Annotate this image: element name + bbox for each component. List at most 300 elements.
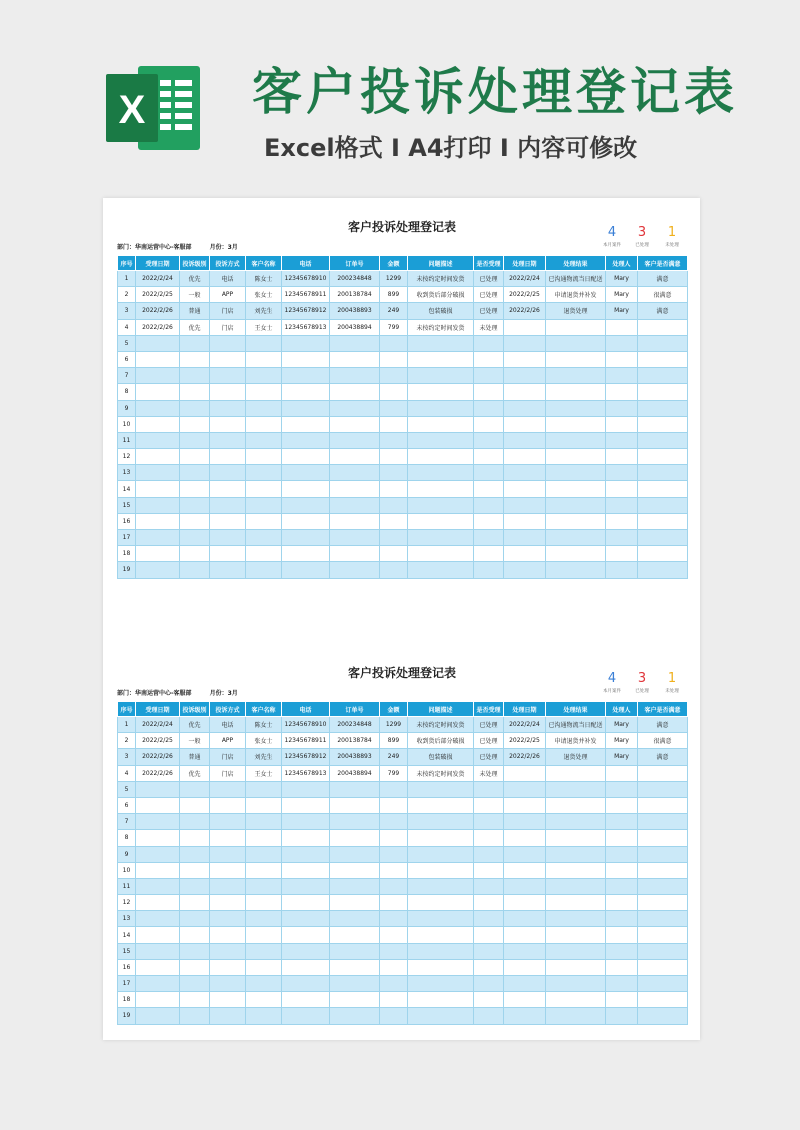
- table-cell: [136, 814, 180, 830]
- table-cell: [246, 862, 282, 878]
- table-row: [118, 271, 688, 287]
- table-cell: 2022/2/26: [504, 749, 546, 765]
- table-cell: [504, 830, 546, 846]
- table-cell: [638, 368, 688, 384]
- table-cell: 申请退货并补发: [546, 287, 606, 303]
- table-cell: [606, 416, 638, 432]
- table-cell: 2022/2/24: [136, 717, 180, 733]
- table-cell: [210, 862, 246, 878]
- table-cell: [474, 546, 504, 562]
- banner-subtitle: Excel格式 I A4打印 I 内容可修改: [264, 134, 638, 162]
- table-cell: [638, 513, 688, 529]
- table-cell: 4: [118, 765, 136, 781]
- table-cell: [546, 959, 606, 975]
- table-cell: 1299: [380, 717, 408, 733]
- table-cell: [246, 546, 282, 562]
- table-cell: [180, 846, 210, 862]
- column-header-customer: 客户名称: [246, 702, 282, 717]
- table-cell: [246, 368, 282, 384]
- table-cell: [210, 992, 246, 1008]
- table-cell: [504, 895, 546, 911]
- table-cell: [504, 416, 546, 432]
- table-cell: [408, 368, 474, 384]
- complaint-table: [117, 255, 688, 579]
- table-cell: [546, 465, 606, 481]
- table-cell: [546, 846, 606, 862]
- table-cell: 包装破损: [408, 303, 474, 319]
- table-row: [118, 303, 688, 319]
- table-cell: [330, 862, 380, 878]
- table-cell: [408, 449, 474, 465]
- table-cell: [330, 895, 380, 911]
- table-row: [118, 911, 688, 927]
- complaint-table: [117, 701, 688, 1025]
- table-cell: 12345678911: [282, 733, 330, 749]
- table-cell: 已处理: [474, 733, 504, 749]
- table-cell: [546, 797, 606, 813]
- table-cell: 陈女士: [246, 717, 282, 733]
- table-cell: [638, 335, 688, 351]
- table-cell: [330, 400, 380, 416]
- table-cell: [408, 814, 474, 830]
- column-header-accept-date: 受理日期: [136, 256, 180, 271]
- table-cell: [638, 465, 688, 481]
- table-cell: 门店: [210, 749, 246, 765]
- table-row: [118, 814, 688, 830]
- table-cell: [504, 368, 546, 384]
- table-cell: [136, 432, 180, 448]
- table-row: [118, 416, 688, 432]
- table-cell: 6: [118, 797, 136, 813]
- table-cell: [606, 895, 638, 911]
- table-cell: [380, 878, 408, 894]
- table-cell: [330, 927, 380, 943]
- table-cell: [504, 911, 546, 927]
- table-cell: [282, 846, 330, 862]
- table-cell: 电话: [210, 271, 246, 287]
- table-cell: [210, 976, 246, 992]
- table-cell: [210, 797, 246, 813]
- column-header-handler: 处理人: [606, 702, 638, 717]
- table-cell: [638, 400, 688, 416]
- table-cell: [136, 959, 180, 975]
- table-cell: [180, 814, 210, 830]
- table-cell: [638, 481, 688, 497]
- table-cell: [504, 1008, 546, 1024]
- table-cell: [282, 830, 330, 846]
- table-cell: 12345678913: [282, 765, 330, 781]
- stat-total-label: 本月案件: [603, 689, 621, 694]
- table-cell: [180, 400, 210, 416]
- stat-processed-label: 已处理: [635, 243, 649, 248]
- table-cell: 张女士: [246, 287, 282, 303]
- table-cell: 11: [118, 878, 136, 894]
- table-cell: 12: [118, 449, 136, 465]
- table-cell: [638, 878, 688, 894]
- table-cell: 未按约定时间发货: [408, 319, 474, 335]
- stat-processed-value: 3: [637, 225, 647, 240]
- column-header-method: 投诉方式: [210, 256, 246, 271]
- table-cell: [546, 449, 606, 465]
- table-cell: [136, 465, 180, 481]
- table-cell: [282, 1008, 330, 1024]
- table-cell: [606, 781, 638, 797]
- table-cell: 11: [118, 432, 136, 448]
- table-cell: [330, 368, 380, 384]
- stat-processed: [627, 224, 657, 250]
- table-cell: 张女士: [246, 733, 282, 749]
- table-cell: 未处理: [474, 765, 504, 781]
- table-cell: [546, 400, 606, 416]
- table-cell: [546, 1008, 606, 1024]
- table-row: [118, 733, 688, 749]
- stat-total: [597, 224, 627, 250]
- table-row: [118, 513, 688, 529]
- table-cell: [210, 1008, 246, 1024]
- table-cell: 刘先生: [246, 749, 282, 765]
- table-cell: [210, 814, 246, 830]
- table-cell: 已处理: [474, 271, 504, 287]
- table-cell: [136, 895, 180, 911]
- table-cell: 200138784: [330, 287, 380, 303]
- table-cell: [246, 830, 282, 846]
- table-cell: 899: [380, 733, 408, 749]
- column-header-result: 处理结果: [546, 702, 606, 717]
- table-cell: [380, 781, 408, 797]
- table-cell: [474, 432, 504, 448]
- table-cell: [246, 814, 282, 830]
- table-cell: [180, 368, 210, 384]
- table-cell: [210, 959, 246, 975]
- table-cell: [408, 797, 474, 813]
- table-cell: [330, 1008, 380, 1024]
- table-cell: [210, 927, 246, 943]
- table-cell: [282, 481, 330, 497]
- table-cell: [180, 943, 210, 959]
- table-cell: [408, 497, 474, 513]
- table-cell: [180, 335, 210, 351]
- table-cell: 2022/2/26: [136, 749, 180, 765]
- table-cell: [638, 976, 688, 992]
- table-cell: [380, 416, 408, 432]
- table-cell: [380, 546, 408, 562]
- table-cell: 2022/2/26: [136, 319, 180, 335]
- stat-total-value: 4: [607, 225, 617, 240]
- table-cell: [380, 992, 408, 1008]
- table-cell: [210, 878, 246, 894]
- table-cell: [282, 416, 330, 432]
- table-cell: 优先: [180, 271, 210, 287]
- table-cell: [282, 513, 330, 529]
- table-cell: [408, 400, 474, 416]
- table-cell: [210, 481, 246, 497]
- table-cell: 2022/2/25: [504, 287, 546, 303]
- table-cell: [408, 943, 474, 959]
- table-row: [118, 797, 688, 813]
- table-cell: [638, 1008, 688, 1024]
- table-cell: [282, 400, 330, 416]
- table-cell: [638, 814, 688, 830]
- table-cell: [380, 927, 408, 943]
- table-cell: [474, 400, 504, 416]
- table-cell: [136, 384, 180, 400]
- table-cell: [408, 384, 474, 400]
- table-cell: [282, 992, 330, 1008]
- column-header-accepted: 是否受理: [474, 256, 504, 271]
- table-cell: [638, 846, 688, 862]
- table-cell: [330, 432, 380, 448]
- table-cell: [474, 895, 504, 911]
- table-cell: [638, 781, 688, 797]
- table-cell: [380, 497, 408, 513]
- table-cell: [638, 562, 688, 578]
- table-cell: 17: [118, 530, 136, 546]
- table-cell: 包装破损: [408, 749, 474, 765]
- table-cell: 已沟通物流当日配送: [546, 271, 606, 287]
- table-cell: 4: [118, 319, 136, 335]
- month-label: 月份：3月: [209, 690, 238, 697]
- table-cell: [246, 449, 282, 465]
- table-cell: [136, 368, 180, 384]
- table-cell: [246, 927, 282, 943]
- table-cell: [136, 416, 180, 432]
- table-row: [118, 465, 688, 481]
- table-cell: [210, 530, 246, 546]
- table-cell: [330, 911, 380, 927]
- table-cell: [546, 562, 606, 578]
- table-cell: [638, 546, 688, 562]
- table-cell: [546, 943, 606, 959]
- table-cell: [546, 992, 606, 1008]
- table-row: [118, 992, 688, 1008]
- table-cell: 13: [118, 465, 136, 481]
- table-cell: [210, 562, 246, 578]
- table-cell: [282, 895, 330, 911]
- table-cell: [330, 449, 380, 465]
- table-cell: [504, 765, 546, 781]
- table-cell: [180, 927, 210, 943]
- table-cell: [606, 959, 638, 975]
- table-cell: 2022/2/25: [504, 733, 546, 749]
- table-cell: [282, 562, 330, 578]
- stat-processed-label: 已处理: [635, 689, 649, 694]
- table-cell: [606, 432, 638, 448]
- table-cell: [638, 797, 688, 813]
- table-cell: [504, 335, 546, 351]
- table-row: [118, 368, 688, 384]
- table-cell: [210, 416, 246, 432]
- table-cell: [210, 335, 246, 351]
- table-cell: [638, 895, 688, 911]
- table-cell: 16: [118, 513, 136, 529]
- table-cell: 19: [118, 562, 136, 578]
- column-header-seq: 序号: [118, 256, 136, 271]
- table-cell: 7: [118, 814, 136, 830]
- table-cell: [136, 562, 180, 578]
- department-label: 部门：华南运营中心-客服部: [117, 690, 192, 697]
- table-cell: [408, 911, 474, 927]
- table-cell: 15: [118, 497, 136, 513]
- table-cell: [474, 465, 504, 481]
- table-cell: [180, 530, 210, 546]
- table-cell: [180, 497, 210, 513]
- table-cell: [282, 546, 330, 562]
- column-header-handler: 处理人: [606, 256, 638, 271]
- table-cell: [474, 384, 504, 400]
- table-cell: [474, 416, 504, 432]
- table-cell: [136, 449, 180, 465]
- table-cell: [408, 416, 474, 432]
- table-cell: [474, 992, 504, 1008]
- table-cell: [474, 530, 504, 546]
- table-cell: 3: [118, 749, 136, 765]
- table-cell: 12345678912: [282, 749, 330, 765]
- table-cell: 收到货后部分破损: [408, 287, 474, 303]
- table-cell: [638, 497, 688, 513]
- column-header-customer: 客户名称: [246, 256, 282, 271]
- table-cell: [282, 432, 330, 448]
- table-row: [118, 830, 688, 846]
- table-cell: 满意: [638, 749, 688, 765]
- table-row: [118, 846, 688, 862]
- table-row: [118, 943, 688, 959]
- table-cell: 2022/2/26: [136, 303, 180, 319]
- table-cell: [504, 878, 546, 894]
- sheet-meta: [117, 688, 254, 697]
- table-cell: [408, 959, 474, 975]
- table-cell: [504, 927, 546, 943]
- table-cell: [180, 513, 210, 529]
- table-cell: 1: [118, 271, 136, 287]
- table-cell: [546, 927, 606, 943]
- table-row: [118, 449, 688, 465]
- table-cell: [136, 878, 180, 894]
- table-cell: [638, 432, 688, 448]
- table-cell: 2: [118, 733, 136, 749]
- table-cell: [546, 814, 606, 830]
- table-cell: [546, 895, 606, 911]
- table-cell: [408, 530, 474, 546]
- table-cell: [408, 335, 474, 351]
- table-cell: [474, 878, 504, 894]
- table-cell: [474, 335, 504, 351]
- table-row: [118, 546, 688, 562]
- stat-processed: [627, 670, 657, 696]
- table-cell: 7: [118, 368, 136, 384]
- table-cell: [210, 368, 246, 384]
- table-cell: [408, 862, 474, 878]
- table-cell: [330, 465, 380, 481]
- table-cell: [504, 465, 546, 481]
- table-cell: [408, 465, 474, 481]
- table-cell: [180, 959, 210, 975]
- table-cell: [606, 319, 638, 335]
- table-cell: [474, 814, 504, 830]
- table-cell: [546, 911, 606, 927]
- table-cell: [606, 862, 638, 878]
- table-cell: [282, 368, 330, 384]
- table-cell: [210, 830, 246, 846]
- table-cell: [408, 976, 474, 992]
- table-cell: [474, 830, 504, 846]
- table-cell: [606, 765, 638, 781]
- table-cell: [282, 781, 330, 797]
- table-cell: [136, 497, 180, 513]
- table-cell: Mary: [606, 287, 638, 303]
- table-cell: [504, 781, 546, 797]
- table-cell: [180, 432, 210, 448]
- table-cell: 电话: [210, 717, 246, 733]
- column-header-accept-date: 受理日期: [136, 702, 180, 717]
- table-cell: [474, 846, 504, 862]
- table-row: [118, 781, 688, 797]
- table-cell: Mary: [606, 749, 638, 765]
- table-cell: 3: [118, 303, 136, 319]
- table-cell: 满意: [638, 717, 688, 733]
- table-cell: [638, 943, 688, 959]
- table-cell: 2022/2/24: [504, 271, 546, 287]
- table-cell: [180, 781, 210, 797]
- table-cell: [330, 384, 380, 400]
- column-header-issue: 问题描述: [408, 256, 474, 271]
- table-cell: [136, 481, 180, 497]
- table-cell: Mary: [606, 271, 638, 287]
- table-cell: [380, 432, 408, 448]
- table-cell: [180, 895, 210, 911]
- table-cell: [180, 465, 210, 481]
- table-cell: 12: [118, 895, 136, 911]
- table-cell: 满意: [638, 303, 688, 319]
- table-cell: [282, 497, 330, 513]
- table-row: [118, 481, 688, 497]
- table-cell: [546, 513, 606, 529]
- table-cell: [330, 943, 380, 959]
- stat-total: [597, 670, 627, 696]
- table-cell: 王女士: [246, 319, 282, 335]
- table-cell: [282, 351, 330, 367]
- table-cell: Mary: [606, 303, 638, 319]
- table-cell: [136, 862, 180, 878]
- table-cell: [136, 927, 180, 943]
- table-cell: [246, 781, 282, 797]
- table-cell: [474, 943, 504, 959]
- table-cell: [282, 797, 330, 813]
- table-cell: 2022/2/25: [136, 287, 180, 303]
- table-cell: [136, 992, 180, 1008]
- stat-total-label: 本月案件: [603, 243, 621, 248]
- table-cell: APP: [210, 287, 246, 303]
- table-cell: 满意: [638, 271, 688, 287]
- column-header-satisfaction: 客户是否满意: [638, 702, 688, 717]
- table-row: [118, 862, 688, 878]
- stats-panel: [597, 214, 687, 258]
- table-row: [118, 765, 688, 781]
- table-cell: [606, 911, 638, 927]
- table-cell: [474, 513, 504, 529]
- table-cell: [246, 895, 282, 911]
- stat-unprocessed-label: 未处理: [665, 243, 679, 248]
- table-cell: 12345678910: [282, 717, 330, 733]
- table-cell: 15: [118, 943, 136, 959]
- table-cell: [546, 335, 606, 351]
- table-cell: [210, 911, 246, 927]
- table-cell: [606, 943, 638, 959]
- table-cell: [408, 546, 474, 562]
- table-cell: 退货处理: [546, 303, 606, 319]
- table-cell: [180, 976, 210, 992]
- table-cell: 8: [118, 384, 136, 400]
- table-cell: [380, 797, 408, 813]
